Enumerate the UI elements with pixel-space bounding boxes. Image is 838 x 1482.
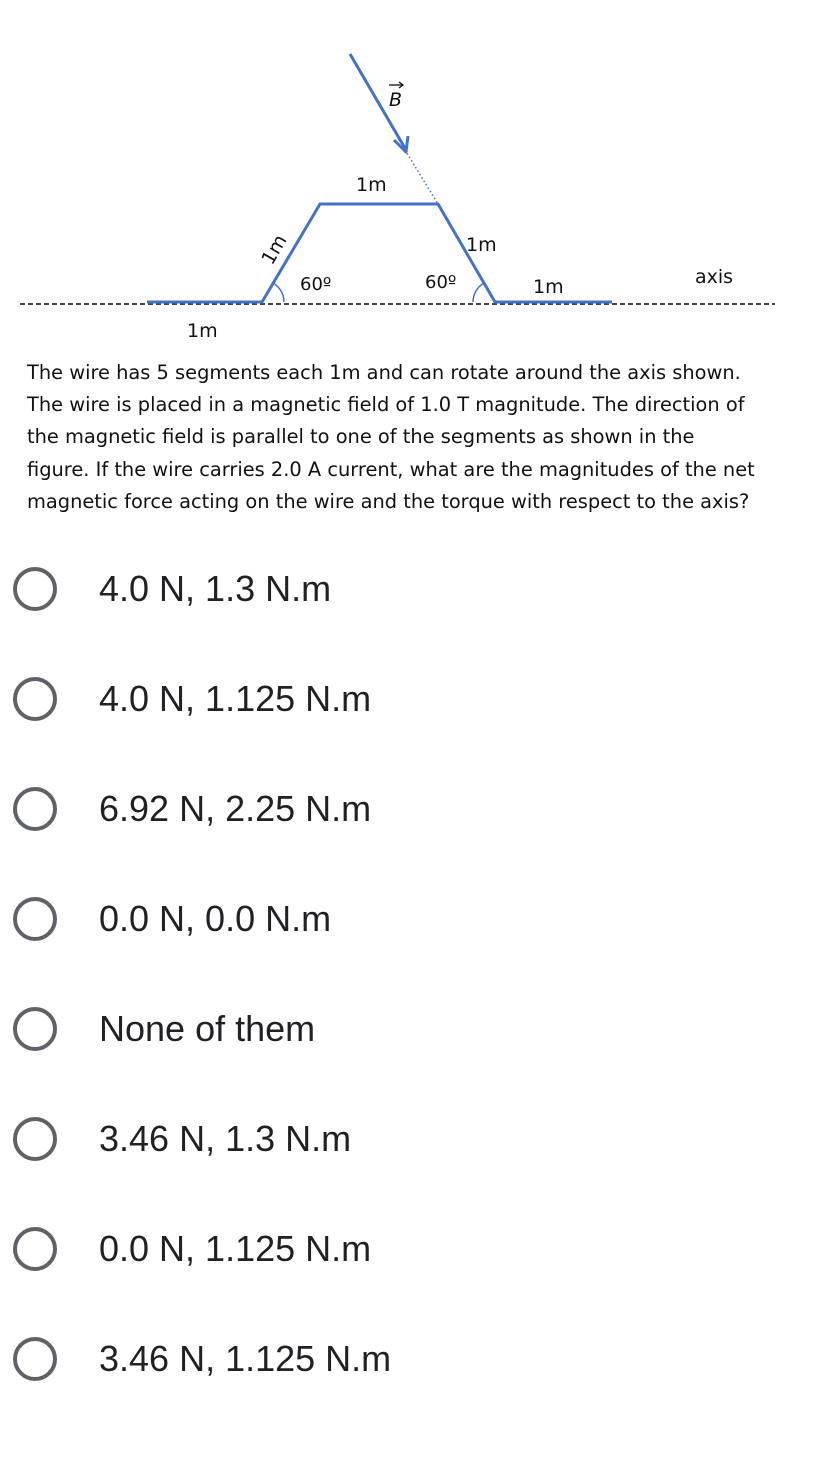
answer-option-5[interactable]	[0, 978, 838, 1088]
option-label: 4.0 N, 1.3 N.m	[99, 568, 332, 609]
wire-diagram	[0, 0, 838, 345]
option-label: 0.0 N, 1.125 N.m	[99, 1228, 372, 1269]
left-slant-label: 1m	[257, 230, 292, 269]
radio-button[interactable]	[13, 677, 57, 721]
option-label: 3.46 N, 1.125 N.m	[99, 1338, 392, 1379]
field-label-text: B	[389, 89, 403, 111]
question-line: magnetic force acting on the wire and the torque with respect to the axis?	[27, 489, 750, 513]
right-slant-label: 1m	[466, 234, 497, 256]
right-angle-label: 60º	[425, 272, 457, 293]
option-label: 0.0 N, 0.0 N.m	[99, 898, 332, 939]
left-angle-arc	[273, 283, 284, 302]
answer-option-6[interactable]	[0, 1088, 838, 1198]
axis-label: axis	[695, 266, 734, 288]
option-label: 3.46 N, 1.3 N.m	[99, 1118, 352, 1159]
answer-option-3[interactable]	[0, 758, 838, 868]
field-extension-dotted	[405, 150, 438, 204]
left-angle-label: 60º	[300, 274, 332, 295]
top-segment-label: 1m	[356, 174, 387, 196]
field-label	[389, 82, 403, 111]
option-label: 4.0 N, 1.125 N.m	[99, 678, 372, 719]
radio-button[interactable]	[13, 1007, 57, 1051]
radio-button[interactable]	[13, 787, 57, 831]
option-label: None of them	[99, 1008, 316, 1049]
left-segment-label: 1m	[187, 320, 218, 342]
answer-option-2[interactable]	[0, 648, 838, 758]
answer-option-8[interactable]	[0, 1308, 838, 1418]
answer-option-1[interactable]	[0, 538, 838, 648]
answer-option-7[interactable]	[0, 1198, 838, 1308]
radio-button[interactable]	[13, 1117, 57, 1161]
radio-button[interactable]	[13, 1337, 57, 1381]
question-line: the magnetic field is parallel to one of the segments as shown in the	[27, 425, 695, 449]
right-angle-arc	[473, 283, 484, 302]
radio-button[interactable]	[13, 567, 57, 611]
radio-button[interactable]	[13, 897, 57, 941]
question-line: The wire is placed in a magnetic field of 1.0 T magnitude. The direction of	[27, 393, 745, 417]
question-text	[27, 357, 832, 518]
radio-button[interactable]	[13, 1227, 57, 1271]
question-line: figure. If the wire carries 2.0 A current, what are the magnitudes of the net	[27, 457, 755, 481]
option-label: 6.92 N, 2.25 N.m	[99, 788, 372, 829]
answer-option-4[interactable]	[0, 868, 838, 978]
right-segment-label: 1m	[533, 276, 564, 298]
question-line: The wire has 5 segments each 1m and can rotate around the axis shown.	[27, 361, 741, 384]
